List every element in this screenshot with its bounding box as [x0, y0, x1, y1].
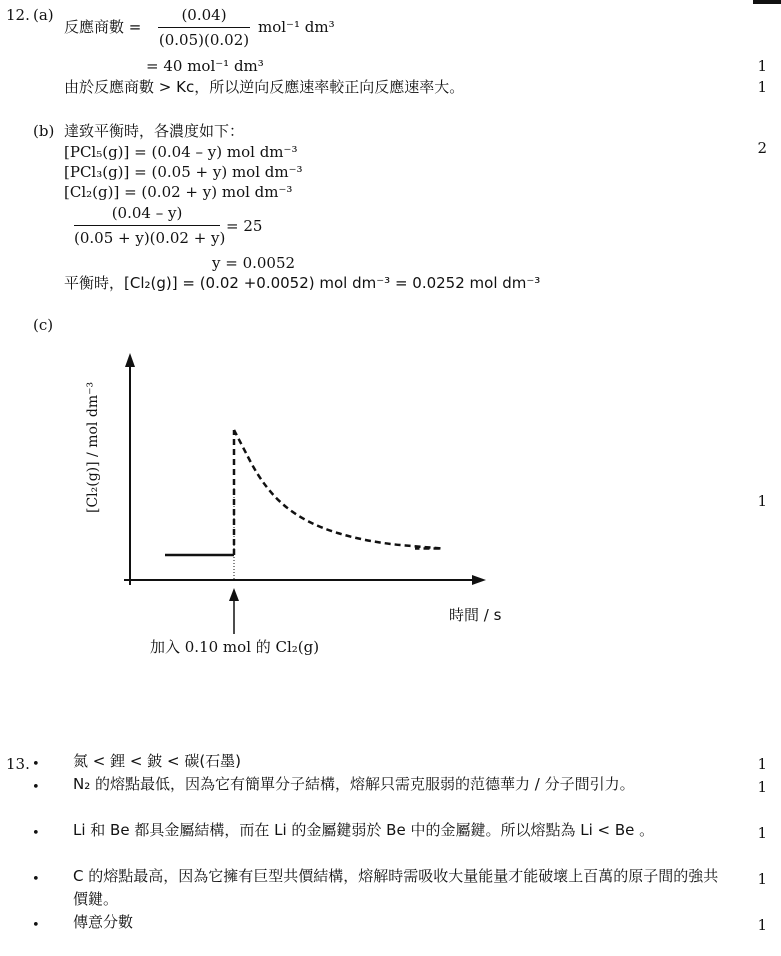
mark-a-1: 1: [757, 57, 767, 75]
mark-13-3: 1: [757, 824, 767, 842]
mark-13-5: 1: [757, 916, 767, 934]
mark-a-2: 1: [757, 78, 767, 96]
mark-c: 1: [757, 492, 767, 510]
rq-result: = 40 mol⁻¹ dm³: [146, 57, 264, 75]
rq-denominator: (0.05)(0.02): [158, 31, 250, 49]
reaction-quotient-label: 反應商數 =: [64, 18, 142, 36]
communication-mark: 傳意分數: [73, 913, 134, 931]
mark-13-2: 1: [757, 778, 767, 796]
nitrogen-explanation: N₂ 的熔點最低，因為它有簡單分子結構，熔解只需克服弱的范德華力 / 分子間引力。: [73, 775, 635, 793]
y-value: y = 0.0052: [212, 254, 296, 272]
carbon-explanation: C 的熔點最高，因為它擁有巨型共價結構，熔解時需吸收大量能量才能破壞上百萬的原子間的強共價鍵。: [73, 867, 719, 908]
part-c-label: (c): [33, 316, 54, 334]
melting-point-order: 氮 < 鋰 < 鈹 < 碳(石墨): [73, 752, 242, 770]
chlorine-addition-annotation: 加入 0.10 mol 的 Cl₂(g): [150, 638, 320, 656]
question-12-number: 12.: [6, 6, 30, 24]
part-a-label: (a): [33, 6, 54, 24]
pcl3-concentration: [PCl₃(g)] = (0.05 + y) mol dm⁻³: [64, 163, 303, 181]
mark-13-4: 1: [757, 870, 767, 888]
annotation-arrowhead: [229, 588, 239, 601]
rq-conclusion: 由於反應商數 > Kc，所以逆向反應速率較正向反應速率大。: [64, 78, 465, 96]
rq-numerator: (0.04): [181, 6, 227, 24]
bullet-1: •: [32, 757, 40, 772]
bullet-5: •: [32, 918, 40, 933]
equilibrium-cl2: 平衡時，[Cl₂(g)] = (0.02 +0.0052) mol dm⁻³ = 0.0252 mol dm⁻³: [64, 274, 541, 292]
cl2-concentration: [Cl₂(g)] = (0.02 + y) mol dm⁻³: [64, 183, 293, 201]
bullet-2: •: [32, 780, 40, 795]
part-b-label: (b): [33, 122, 55, 140]
x-axis-label: 時間 / s: [449, 606, 502, 624]
kc-value: = 25: [226, 217, 263, 235]
series-after-addition: [234, 430, 442, 549]
mark-b: 2: [757, 139, 767, 157]
x-axis-arrowhead: [472, 575, 486, 585]
mark-13-1: 1: [757, 755, 767, 773]
bullet-3: •: [32, 826, 40, 841]
metallic-bond-explanation: Li 和 Be 都具金屬結構，而在 Li 的金屬鍵弱於 Be 中的金屬鍵。所以熔點為 Li < Be 。: [73, 821, 655, 839]
pcl5-concentration: [PCl₅(g)] = (0.04 – y) mol dm⁻³: [64, 143, 298, 161]
y-axis-arrowhead: [125, 353, 135, 367]
question-13-number: 13.: [6, 755, 30, 773]
bullet-4: •: [32, 872, 40, 887]
equilibrium-intro: 達致平衡時，各濃度如下：: [64, 122, 245, 140]
kc-denominator: (0.05 + y)(0.02 + y): [74, 229, 226, 247]
kc-numerator: (0.04 – y): [111, 204, 183, 222]
y-axis-label: [Cl₂(g)] / mol dm⁻³: [85, 381, 101, 513]
rq-unit: mol⁻¹ dm³: [258, 18, 335, 36]
